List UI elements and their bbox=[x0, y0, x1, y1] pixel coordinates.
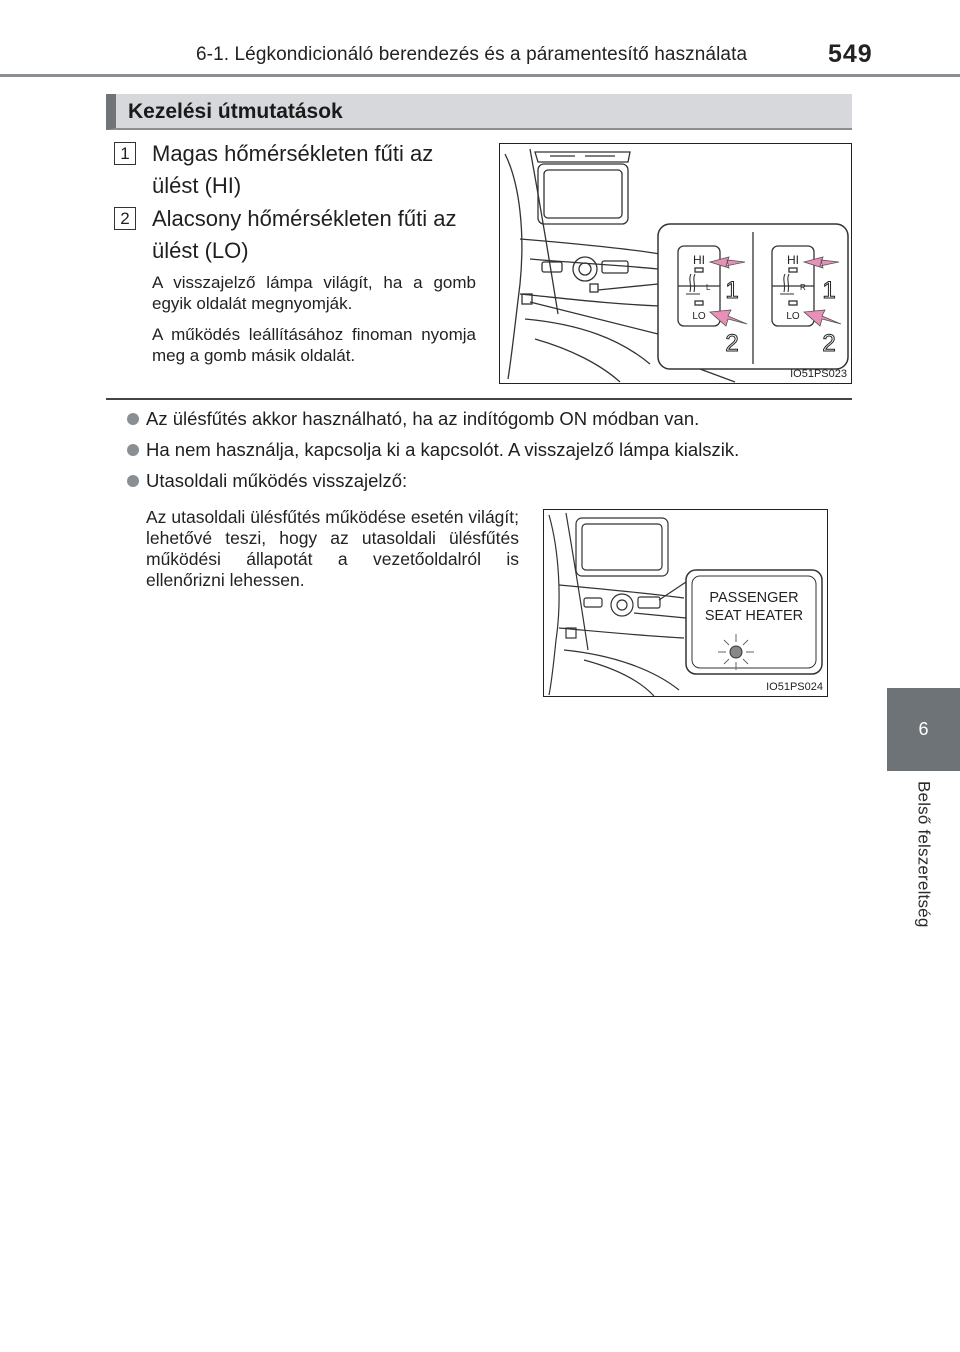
chapter-title: Belső felszereltség bbox=[914, 781, 934, 928]
passenger-indicator-illustration bbox=[544, 510, 828, 697]
passenger-label-line2: SEAT HEATER bbox=[704, 608, 804, 624]
dashboard-switch-illustration bbox=[500, 144, 852, 384]
bullet-item bbox=[127, 470, 407, 492]
bullet-text: Utasoldali működés visszajelző: bbox=[146, 470, 408, 491]
item-number-2: 2 bbox=[114, 207, 136, 230]
right-switch-side-label: R bbox=[800, 283, 806, 292]
section-rule bbox=[106, 398, 852, 400]
callout-1-right: 1 bbox=[822, 277, 836, 304]
item-1-line2: ülést (HI) bbox=[152, 173, 242, 198]
page-number: 549 bbox=[828, 40, 873, 68]
chapter-tab bbox=[887, 688, 960, 771]
header-rule bbox=[0, 74, 960, 77]
left-switch-lo-label: LO bbox=[692, 311, 706, 322]
seat-heater-switch-figure bbox=[499, 143, 852, 384]
callout-2-left: 2 bbox=[725, 330, 739, 357]
bullet-item bbox=[127, 439, 739, 461]
section-heading-text: Kezelési útmutatások bbox=[128, 100, 343, 123]
note-1: A visszajelző lámpa világít, ha a gomb egyik oldalát megnyomják. bbox=[152, 273, 476, 313]
figure-2-code: IO51PS024 bbox=[766, 681, 823, 693]
figure-1-code: IO51PS023 bbox=[790, 368, 847, 380]
bullet-text: Az ülésfűtés akkor használható, ha az indítógomb ON módban van. bbox=[146, 408, 700, 429]
bullet-text: Ha nem használja, kapcsolja ki a kapcsolót. A visszajelző lámpa kialszik. bbox=[146, 439, 740, 460]
item-2-text bbox=[152, 203, 457, 267]
right-switch-lo-label: LO bbox=[786, 311, 800, 322]
left-switch-hi-label: HI bbox=[693, 253, 705, 267]
chapter-title-tab bbox=[887, 771, 960, 1191]
right-switch-hi-label: HI bbox=[787, 253, 799, 267]
callout-2-right: 2 bbox=[822, 330, 836, 357]
item-1-text bbox=[152, 138, 433, 202]
passenger-indicator-figure bbox=[543, 509, 828, 697]
item-1-line1: Magas hőmérsékleten fűti az bbox=[152, 141, 434, 166]
bullet-item bbox=[127, 408, 699, 430]
note-2: A működés leállításához finoman nyomja meg a gomb másik oldalát. bbox=[152, 325, 476, 365]
item-number-1: 1 bbox=[114, 142, 136, 165]
bullet-icon bbox=[127, 444, 139, 456]
section-heading bbox=[106, 94, 852, 130]
bullet-icon bbox=[127, 413, 139, 425]
bullet-icon bbox=[127, 475, 139, 487]
passenger-label-line1: PASSENGER bbox=[709, 590, 799, 606]
item-2-line2: ülést (LO) bbox=[152, 238, 249, 263]
item-2-line1: Alacsony hőmérsékleten fűti az bbox=[152, 206, 457, 231]
chapter-number: 6 bbox=[918, 719, 929, 739]
left-switch-side-label: L bbox=[706, 283, 711, 292]
passenger-indicator-note: Az utasoldali ülésfűtés működése esetén világít; lehetővé teszi, hogy az utasoldali ülésfűtés működési állapotát a vezetőoldalról is ellenőrizni lehessen. bbox=[146, 507, 519, 590]
running-header: 6-1. Légkondicionáló berendezés és a páramentesítő használata bbox=[196, 44, 748, 65]
callout-1-left: 1 bbox=[725, 277, 739, 304]
